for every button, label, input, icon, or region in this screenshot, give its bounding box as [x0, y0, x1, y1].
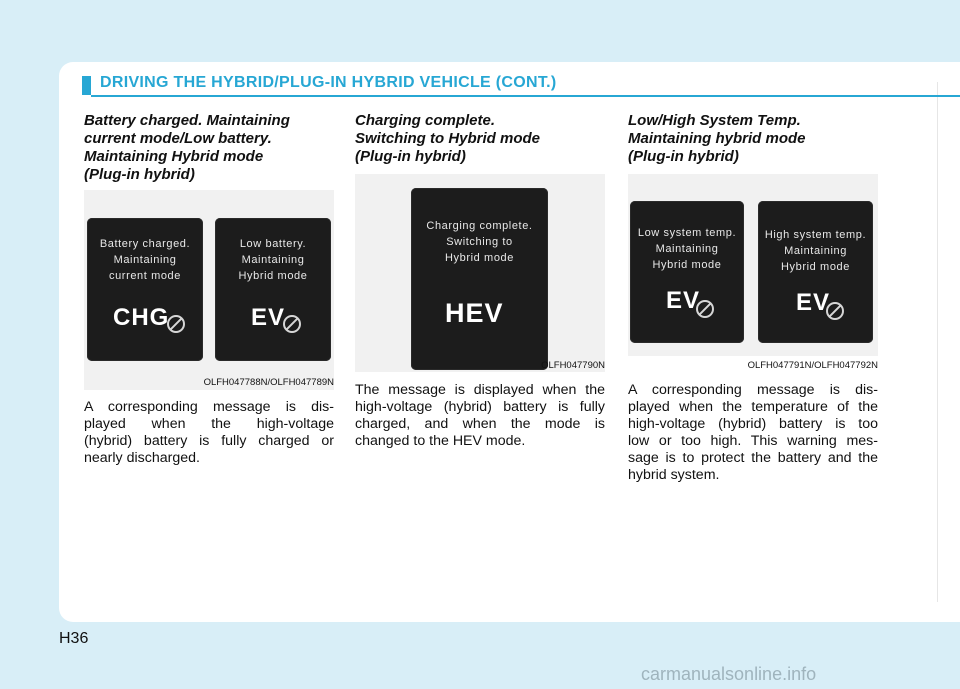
panel-text: Hybrid mode [781, 261, 850, 273]
figure-code: OLFH047788N/OLFH047789N [203, 377, 334, 388]
column-3-heading [628, 112, 806, 166]
no-sign-icon [283, 315, 301, 333]
display-panel-low-battery [215, 218, 331, 361]
panel-text: Low battery. [239, 238, 307, 250]
no-sign-icon [167, 315, 185, 333]
panel-text: Hybrid mode [652, 259, 722, 271]
display-panel-high-temp [758, 201, 873, 343]
no-sign-icon [696, 300, 714, 318]
heading-line: Maintaining Hybrid mode [84, 148, 264, 165]
figure-battery-messages [84, 190, 334, 390]
figure-system-temp [628, 174, 878, 356]
figure-code: OLFH047791N/OLFH047792N [747, 360, 878, 371]
panel-text: Maintaining [241, 254, 305, 266]
display-panel-battery-charged [87, 218, 203, 361]
heading-line: Charging complete. [355, 112, 496, 129]
body-line: (hybrid) battery is fully charged or [84, 433, 334, 449]
panel-text: Battery charged. [99, 238, 191, 250]
panel-mode-label: EV [251, 304, 286, 331]
panel-text: Maintaining [113, 254, 177, 266]
heading-line: Switching to Hybrid mode [355, 130, 541, 147]
panel-text: Hybrid mode [445, 252, 514, 264]
panel-mode-label: EV [796, 289, 831, 316]
no-sign-icon [826, 302, 844, 320]
panel-text: current mode [108, 270, 181, 282]
figure-charging-complete [355, 174, 605, 372]
panel-text: Maintaining [655, 243, 719, 255]
panel-text: High system temp. [764, 229, 867, 241]
body-line: The message is displayed when the [355, 382, 605, 398]
column-2-heading [355, 112, 540, 166]
panel-mode-label: CHG [113, 304, 170, 331]
heading-line: (Plug-in hybrid) [355, 148, 466, 165]
column-1-heading [84, 112, 290, 184]
body-line: A corresponding message is dis- [628, 382, 878, 398]
heading-line: Low/High System Temp. [628, 112, 801, 129]
heading-line: Maintaining hybrid mode [628, 130, 806, 147]
page-number: H36 [59, 630, 89, 647]
panel-mode-label: EV [666, 287, 701, 314]
column-3-body [628, 382, 878, 484]
heading-line: Battery charged. Maintaining [84, 112, 290, 129]
panel-text: Maintaining [784, 245, 847, 257]
panel-text: Hybrid mode [238, 270, 308, 282]
right-margin-rule [937, 82, 938, 602]
body-line: sage is to protect the battery and the [628, 450, 878, 466]
body-line: low or too high. This warning mes- [628, 433, 878, 449]
header-accent-bar [82, 76, 91, 95]
display-panel-low-temp [630, 201, 744, 343]
body-line: charged, and when the mode is [355, 416, 605, 432]
panel-text: Switching to [446, 236, 513, 248]
body-line: A corresponding message is dis- [84, 399, 334, 415]
body-line: high-voltage (hybrid) battery is fully [355, 399, 605, 415]
panel-text: Low system temp. [637, 227, 737, 239]
body-line: changed to the HEV mode. [355, 433, 526, 449]
body-line: played when the temperature of the [628, 399, 878, 415]
heading-line: (Plug-in hybrid) [628, 148, 739, 165]
heading-line: current mode/Low battery. [84, 130, 272, 147]
watermark: carmanualsonline.info [641, 664, 817, 684]
heading-line: (Plug-in hybrid) [84, 166, 195, 183]
body-line: played when the high-voltage [84, 416, 334, 432]
panel-mode-label: HEV [445, 298, 504, 328]
body-line: high-voltage (hybrid) battery is too [628, 416, 878, 432]
header-rule [91, 95, 960, 97]
section-title: DRIVING THE HYBRID/PLUG-IN HYBRID VEHICLE (CONT.) [100, 74, 557, 91]
column-2-body [355, 382, 605, 450]
column-1-body [84, 399, 334, 467]
figure-code: OLFH047790N [541, 360, 605, 371]
panel-text: Charging complete. [426, 220, 533, 232]
body-line: hybrid system. [628, 467, 720, 483]
body-line: nearly discharged. [84, 450, 200, 466]
display-panel-charging-complete [411, 188, 548, 370]
